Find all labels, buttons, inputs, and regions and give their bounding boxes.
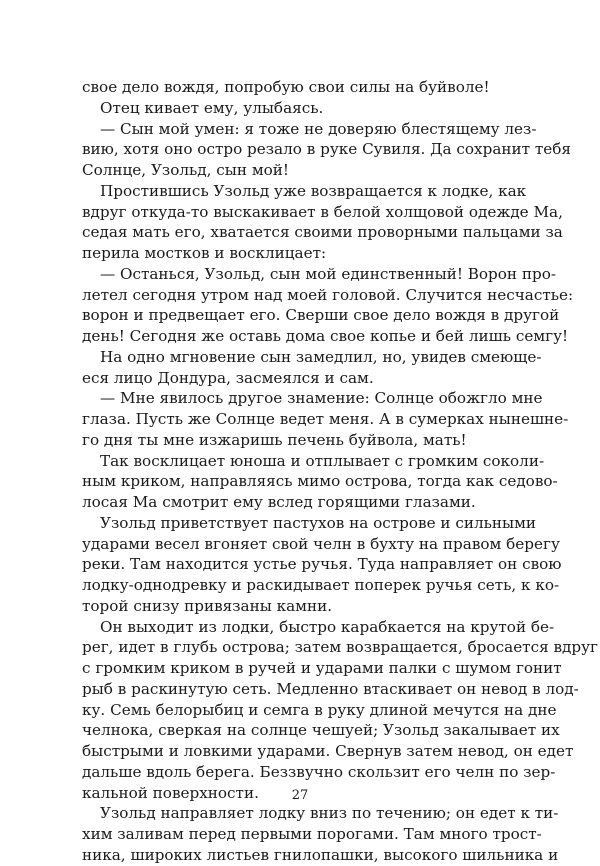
text-line: день! Сегодня же оставь дома свое копье и бей лишь семгу! bbox=[82, 327, 569, 345]
text-line: челнока, сверкая на солнце чешуей; Узольд закалывает их bbox=[82, 721, 560, 740]
text-line: ника, широких листьев гнилопашки, высокого шильника и bbox=[82, 845, 559, 864]
paragraph bbox=[82, 77, 518, 98]
text-line: вию, хотя оно остро резало в руке Сувиля. Да сохранит тебя bbox=[82, 140, 571, 159]
text-line: вдруг откуда-то выскакивает в белой холщовой одежде Ма, bbox=[82, 202, 563, 221]
text-line: Так восклицает юноша и отплывает с громким соколи- bbox=[100, 451, 545, 470]
text-line: быстрыми и ловкими ударами. Свернув затем невод, он едет bbox=[82, 742, 574, 760]
text-line: Простившись Узольд уже возвращается к лодке, как bbox=[100, 181, 527, 200]
text-line: еся лицо Дондура, засмеялся и сам. bbox=[82, 368, 374, 387]
text-line: На одно мгновение сын замедлил, но, увидев смеюще- bbox=[100, 347, 542, 366]
paragraph bbox=[82, 181, 563, 264]
paragraph bbox=[82, 513, 562, 617]
text-line: дальше вдоль берега. Беззвучно скользит его челн по зер- bbox=[82, 762, 556, 781]
text-line: Отец кивает ему, улыбаясь. bbox=[100, 98, 324, 117]
text-line: ворон и предвещает его. Сверши свое дело вождя в другой bbox=[82, 306, 560, 325]
text-line: лосая Ма смотрит ему вслед горящими глазами. bbox=[82, 493, 476, 511]
paragraph bbox=[82, 264, 574, 347]
text-line: Он выходит из лодки, быстро карабкается на крутой бе- bbox=[100, 617, 555, 636]
paragraph bbox=[82, 98, 518, 119]
text-body bbox=[82, 77, 599, 866]
paragraph bbox=[82, 388, 569, 450]
text-line: глаза. Пусть же Солнце ведет меня. А в сумерках нынешне- bbox=[82, 410, 569, 428]
text-line: свое дело вождя, попробую свои силы на буйволе! bbox=[82, 78, 490, 96]
text-line: перила мостков и восклицает: bbox=[82, 244, 327, 262]
text-line: ударами весел вгоняет свой челн в бухту на правом берегу bbox=[82, 534, 560, 553]
paragraph bbox=[82, 803, 559, 865]
text-line: ным криком, направляясь мимо острова, тогда как седово- bbox=[82, 472, 558, 491]
text-line: лодку-однодревку и раскидывает поперек ручья сеть, к ко- bbox=[82, 576, 560, 594]
text-line: летел сегодня утром над моей головой. Случится несчастье: bbox=[82, 285, 574, 304]
text-line: Солнце, Узольд, сын мой! bbox=[82, 161, 289, 179]
text-line: торой снизу привязаны камни. bbox=[82, 596, 333, 615]
text-line: рыб в раскинутую сеть. Медленно втаскивает он невод в лод- bbox=[82, 679, 579, 698]
text-line: — Мне явилось другое знамение: Солнце обожгло мне bbox=[100, 389, 543, 408]
text-line: рег, идет в глубь острова; затем возвращается, бросается вдруг bbox=[82, 638, 599, 657]
text-line: го дня ты мне изжаришь печень буйвола, мать! bbox=[82, 430, 467, 449]
text-line: Узольд направляет лодку вниз по течению; он едет к ти- bbox=[100, 804, 559, 823]
paragraph bbox=[82, 451, 558, 513]
text-line: — Останься, Узольд, сын мой единственный! Ворон про- bbox=[100, 264, 556, 283]
text-line: с громким криком в ручей и ударами палки с шумом гонит bbox=[82, 659, 562, 677]
text-line: ку. Семь белорыбиц и семга в руку длиной мечутся на дне bbox=[82, 700, 557, 719]
paragraph bbox=[82, 347, 542, 389]
text-line: — Сын мой умен: я тоже не доверяю блестящему лез- bbox=[100, 119, 537, 138]
paragraph bbox=[82, 119, 571, 181]
text-line: Узольд приветствует пастухов на острове и сильными bbox=[100, 513, 537, 532]
paragraph bbox=[82, 617, 599, 804]
text-line: хим заливам перед первыми порогами. Там много трост- bbox=[82, 825, 542, 843]
page-number: 27 bbox=[291, 788, 309, 803]
text-line: седая мать его, хватается своими проворными пальцами за bbox=[82, 223, 563, 242]
text-line: реки. Там находится устье ручья. Туда направляет он свою bbox=[82, 555, 562, 574]
text-line: кальной поверхности. bbox=[82, 783, 259, 802]
